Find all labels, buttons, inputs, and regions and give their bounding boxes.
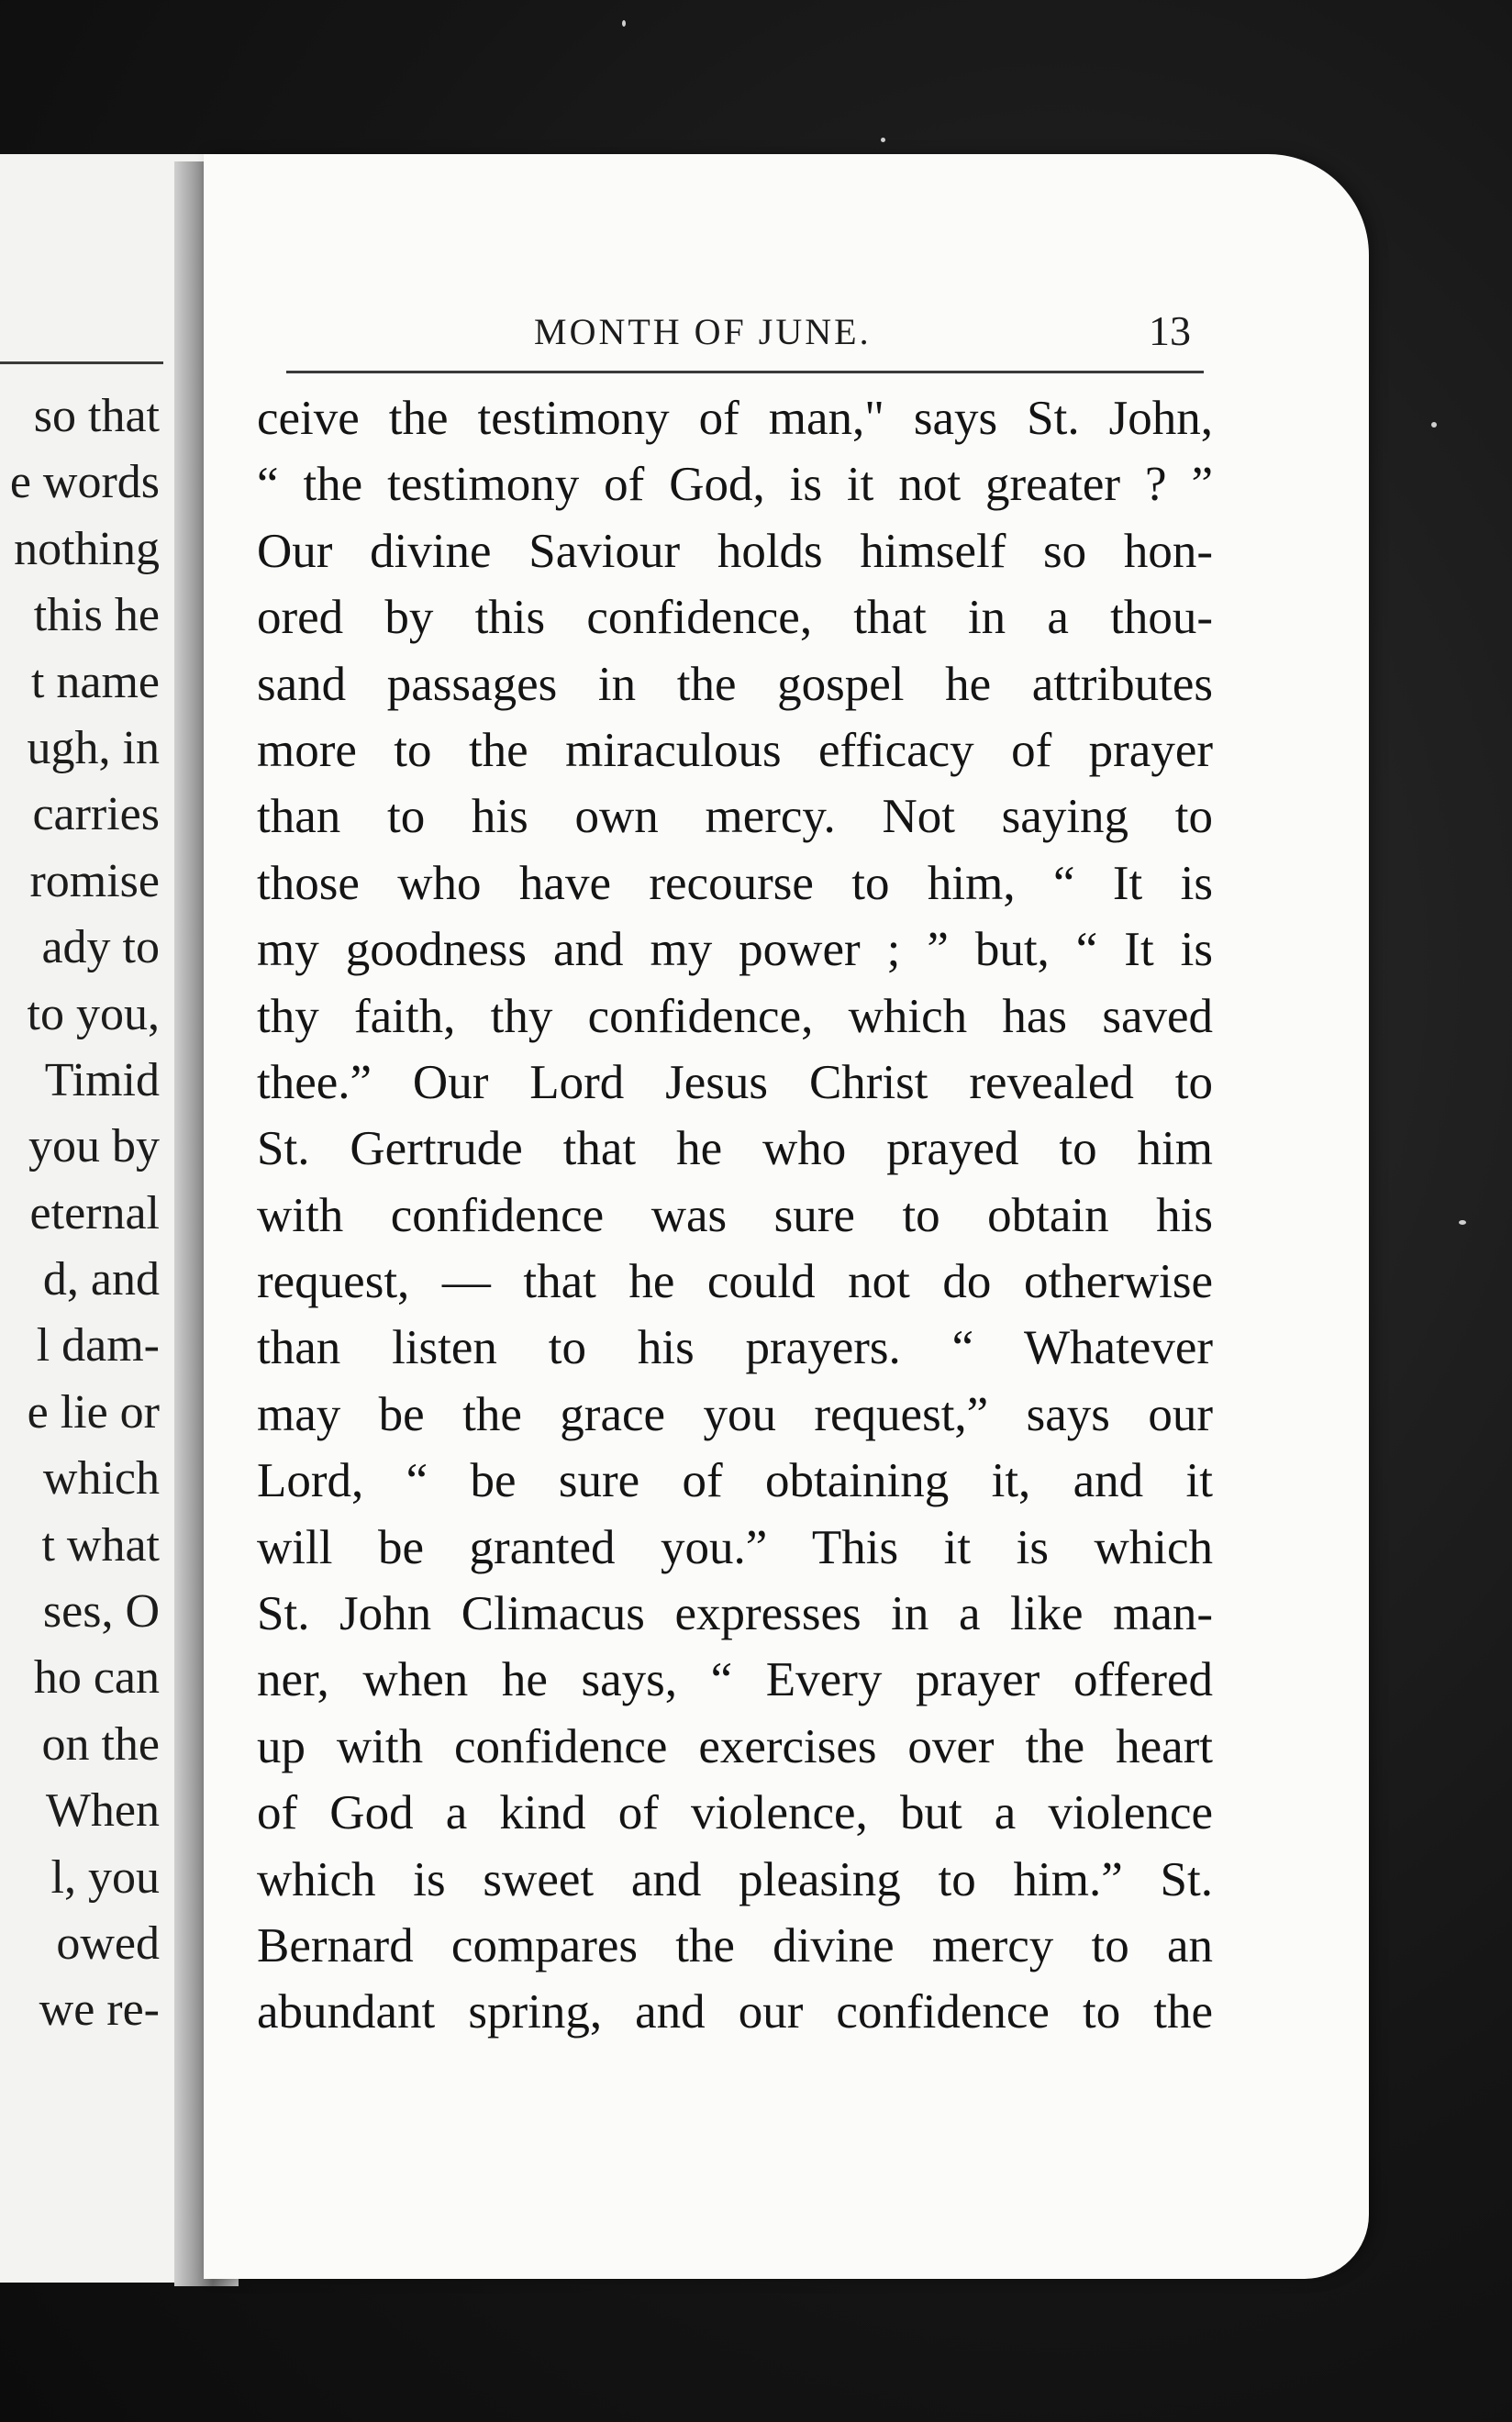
text-line: up with confidence exercises over the heart [257,1719,1213,1773]
text-line: abundant spring, and our confidence to the [257,1985,1213,2039]
text-line: “ the testimony of God, is it not greater ? ” [257,458,1213,512]
previous-page-text [0,383,160,2044]
text-line: sand passages in the gospel he attributes [257,657,1213,711]
text-line: those who have recourse to him, “ It is [257,856,1213,910]
text-line: e words [9,456,160,509]
dust-speck [1459,1220,1466,1225]
text-line: to you, [27,987,160,1040]
text-line: t what [41,1518,160,1572]
text-line: nothing [14,522,160,575]
dust-speck [622,20,626,27]
text-line: will be granted you.” This it is which [257,1520,1213,1574]
text-line: may be the grace you request,” says our [257,1387,1213,1441]
text-line: ady to [41,921,160,974]
text-line: When [45,1784,160,1838]
text-line: of God a kind of violence, but a violence [257,1786,1213,1840]
text-line: Lord, “ be sure of obtaining it, and it [257,1454,1213,1508]
text-line: St. Gertrude that he who prayed to him [257,1122,1213,1176]
running-head: MONTH OF JUNE. [534,311,872,352]
text-line: ugh, in [27,721,160,774]
text-line: d, and [42,1253,160,1306]
previous-page-head-rule [0,361,163,364]
previous-page [0,154,204,2283]
head-rule [286,371,1204,373]
text-line: more to the miraculous efficacy of prayer [257,723,1213,777]
text-line: than listen to his prayers. “ Whatever [257,1321,1213,1375]
text-line: ner, when he says, “ Every prayer offered [257,1653,1213,1707]
text-line: t name [30,655,160,708]
text-line: thee.” Our Lord Jesus Christ revealed to [257,1055,1213,1109]
dust-speck [881,138,885,142]
text-line: with confidence was sure to obtain his [257,1188,1213,1242]
text-line: l, you [50,1850,160,1904]
text-line: my goodness and my power ; ” but, “ It is [257,923,1213,977]
text-line: ses, O [42,1585,160,1639]
text-line: than to his own mercy. Not saying to [257,790,1213,844]
text-line: eternal [29,1186,160,1239]
text-line: thy faith, thy confidence, which has saved [257,989,1213,1043]
text-line: which [42,1452,160,1505]
text-line: this he [33,589,160,642]
text-line: e lie or [27,1385,160,1439]
text-line: Our divine Saviour holds himself so hon- [257,524,1213,578]
text-line: Timid [44,1053,160,1106]
text-line: ored by this confidence, that in a thou- [257,591,1213,645]
page-number: 13 [1149,307,1191,354]
current-page [204,154,1369,2279]
dust-speck [1431,422,1437,428]
text-line: you by [28,1120,160,1173]
text-line: we re- [39,1983,160,2037]
text-line: romise [29,854,160,907]
text-line: request, — that he could not do otherwise [257,1255,1213,1309]
text-line: so that [33,390,160,442]
text-line: l dam- [36,1319,160,1372]
text-line: owed [56,1916,160,1970]
text-line: which is sweet and pleasing to him.” St. [257,1852,1213,1906]
text-line: carries [32,788,160,841]
text-line: ho can [33,1651,160,1705]
text-line: on the [41,1717,160,1771]
text-line: ceive the testimony of man," says St. John, [257,392,1213,445]
page-body-text [257,385,1229,2046]
text-line: Bernard compares the divine mercy to an [257,1918,1213,1972]
text-line: St. John Climacus expresses in a like man- [257,1587,1213,1641]
